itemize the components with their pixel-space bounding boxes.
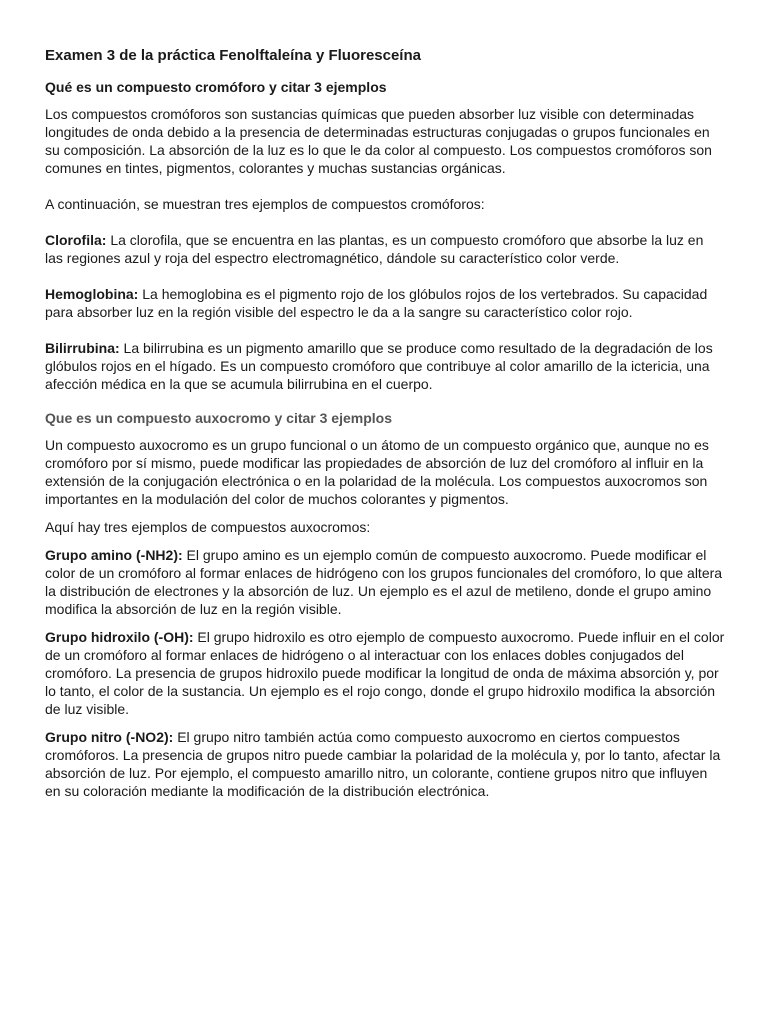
chromophore-example-clorofila xyxy=(45,231,725,267)
example-text: El grupo amino es un ejemplo común de compuesto auxocromo. Puede modificar el color de un cromóforo al formar enlaces de hidrógeno con los grupos funcionales del cromóforo, lo que altera la distribución de electrones y la absorción de luz. Un ejemplo es el azul de metileno, donde el grupo amino modifica la absorción de luz en la región visible. xyxy=(45,547,723,617)
auxochrome-lead: Aquí hay tres ejemplos de compuestos auxocromos: xyxy=(45,519,371,535)
example-term: Bilirrubina: xyxy=(45,340,120,356)
example-term: Hemoglobina: xyxy=(45,286,139,302)
document-title: Examen 3 de la práctica Fenolftaleína y Fluoresceína xyxy=(45,47,421,64)
example-term: Grupo amino (-NH2): xyxy=(45,547,183,563)
example-term: Clorofila: xyxy=(45,232,107,248)
chromophore-lead: A continuación, se muestran tres ejemplos de compuestos cromóforos: xyxy=(45,196,485,212)
chromophore-heading: Qué es un compuesto cromóforo y citar 3 ejemplos xyxy=(45,79,387,95)
auxochrome-example-amino xyxy=(45,546,725,618)
chromophore-example-bilirrubina xyxy=(45,339,725,393)
example-text: El grupo nitro también actúa como compuesto auxocromo en ciertos compuestos cromóforos. La presencia de grupos nitro puede cambiar la polaridad de la molécula y, por lo tanto, afectar la absorción de luz. Por ejemplo, el compuesto amarillo nitro, un colorante, contiene grupos nitro que influyen en su coloración mediante la modificación de la distribución electrónica. xyxy=(45,729,721,799)
auxochrome-example-hidroxilo xyxy=(45,628,725,718)
example-text: El grupo hidroxilo es otro ejemplo de compuesto auxocromo. Puede influir en el color de un cromóforo al formar enlaces de hidrógeno o al interactuar con los enlaces dobles conjugados del cromóforo. La presencia de grupos hidroxilo puede modificar la longitud de onda de máxima absorción y, por lo tanto, el color de la sustancia. Un ejemplo es el rojo congo, donde el grupo hidroxilo modifica la absorción de luz visible. xyxy=(45,629,725,717)
auxochrome-example-nitro xyxy=(45,728,725,800)
example-term: Grupo nitro (-NO2): xyxy=(45,729,174,745)
auxochrome-heading: Que es un compuesto auxocromo y citar 3 ejemplos xyxy=(45,410,392,426)
example-term: Grupo hidroxilo (-OH): xyxy=(45,629,194,645)
chromophore-intro: Los compuestos cromóforos son sustancias químicas que pueden absorber luz visible con determinadas longitudes de onda debido a la presencia de determinadas estructuras conjugadas o grupos funcionales en su composición. La absorción de la luz es lo que le da color al compuesto. Los compuestos cromóforos son comunes en tintes, pigmentos, colorantes y muchas sustancias orgánicas. xyxy=(45,106,712,176)
example-text: La clorofila, que se encuentra en las plantas, es un compuesto cromóforo que absorbe la luz en las regiones azul y roja del espectro electromagnético, dándole su característico color verde. xyxy=(45,232,704,266)
auxochrome-intro: Un compuesto auxocromo es un grupo funcional o un átomo de un compuesto orgánico que, aunque no es cromóforo por sí mismo, puede modificar las propiedades de absorción de luz del cromóforo al influir en la extensión de la conjugación electrónica o en la polaridad de la molécula. Los compuestos auxocromos son importantes en la modulación del color de muchos colorantes y pigmentos. xyxy=(45,437,709,507)
example-text: La bilirrubina es un pigmento amarillo que se produce como resultado de la degradación de los glóbulos rojos en el hígado. Es un compuesto cromóforo que contribuye al color amarillo de la ictericia, una afección médica en la que se acumula bilirrubina en el cuerpo. xyxy=(45,340,713,392)
example-text: La hemoglobina es el pigmento rojo de los glóbulos rojos de los vertebrados. Su capacidad para absorber luz en la región visible del espectro le da a la sangre su característico color rojo. xyxy=(45,286,708,320)
chromophore-example-hemoglobina xyxy=(45,285,725,321)
